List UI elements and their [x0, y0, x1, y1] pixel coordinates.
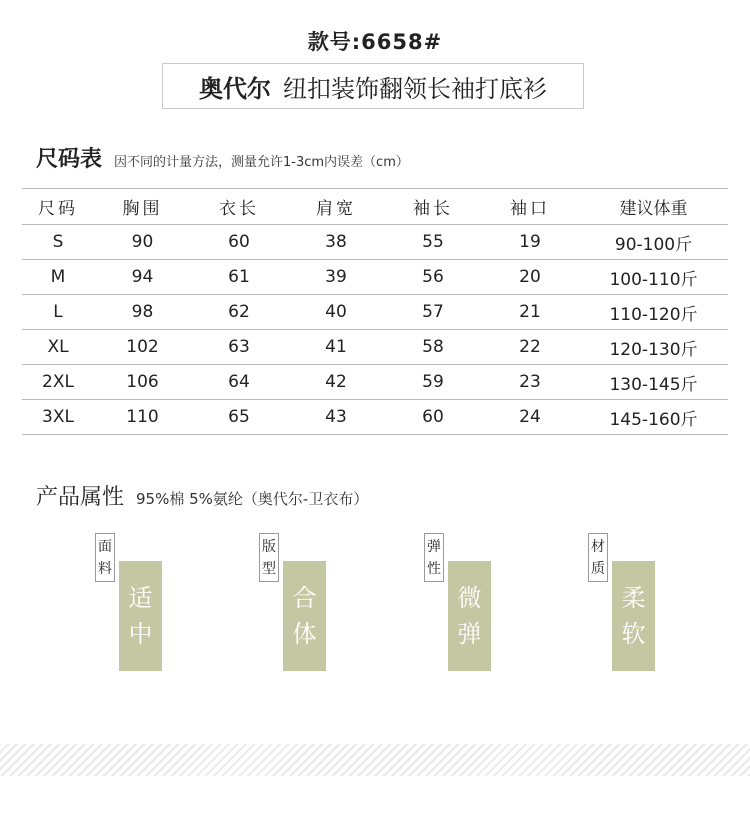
table-cell: 3XL — [22, 400, 94, 435]
column-header: 袖口 — [481, 189, 579, 225]
table-cell: 65 — [191, 400, 287, 435]
table-cell: 38 — [287, 225, 385, 260]
table-row — [22, 225, 728, 260]
table-cell: 110-120斤 — [579, 295, 728, 330]
table-cell: 40 — [287, 295, 385, 330]
attribute-label-char: 型 — [262, 560, 276, 577]
table-row — [22, 330, 728, 365]
size-chart-heading: 尺码表 — [36, 147, 103, 172]
table-cell: 60 — [385, 400, 481, 435]
table-cell: 120-130斤 — [579, 330, 728, 365]
table-cell: 22 — [481, 330, 579, 365]
product-title-box — [162, 63, 584, 109]
attribute-elasticity — [424, 533, 514, 673]
table-cell: 23 — [481, 365, 579, 400]
table-cell: L — [22, 295, 94, 330]
table-cell: 94 — [94, 260, 191, 295]
table-cell: 98 — [94, 295, 191, 330]
attribute-value-char: 适 — [128, 584, 153, 612]
attribute-value — [119, 561, 162, 671]
size-chart-heading-row — [36, 142, 409, 173]
attribute-material — [588, 533, 678, 673]
table-cell: 130-145斤 — [579, 365, 728, 400]
attribute-value-char: 软 — [621, 620, 646, 648]
table-row — [22, 295, 728, 330]
table-cell: M — [22, 260, 94, 295]
table-cell: 43 — [287, 400, 385, 435]
table-cell: 19 — [481, 225, 579, 260]
attribute-label-char: 弹 — [427, 538, 441, 555]
attribute-value-char: 中 — [128, 620, 153, 648]
attribute-value-char: 柔 — [621, 584, 646, 612]
model-number: 款号:6658# — [307, 30, 443, 54]
attribute-label — [95, 533, 115, 582]
table-cell: 60 — [191, 225, 287, 260]
attribute-label-char: 版 — [262, 538, 276, 555]
table-cell: 59 — [385, 365, 481, 400]
attribute-value-char: 合 — [292, 584, 317, 612]
table-cell: 110 — [94, 400, 191, 435]
attribute-label-char: 质 — [591, 560, 605, 577]
column-header: 袖长 — [385, 189, 481, 225]
table-cell: 55 — [385, 225, 481, 260]
table-row — [22, 365, 728, 400]
table-cell: 63 — [191, 330, 287, 365]
decorative-hatch-band — [0, 744, 750, 776]
attribute-fit — [259, 533, 349, 673]
table-cell: XL — [22, 330, 94, 365]
attributes-heading-row — [36, 480, 368, 511]
table-cell: 2XL — [22, 365, 94, 400]
table-cell: 42 — [287, 365, 385, 400]
table-cell: 20 — [481, 260, 579, 295]
attribute-value — [283, 561, 326, 671]
attribute-value — [612, 561, 655, 671]
table-cell: 90-100斤 — [579, 225, 728, 260]
table-cell: 100-110斤 — [579, 260, 728, 295]
attributes-note: 95%棉 5%氨纶（奥代尔-卫衣布） — [136, 490, 369, 508]
table-cell: 56 — [385, 260, 481, 295]
attribute-label-char: 性 — [427, 560, 441, 577]
table-cell: 90 — [94, 225, 191, 260]
table-cell: 21 — [481, 295, 579, 330]
size-table-header — [22, 189, 728, 225]
attribute-label — [259, 533, 279, 582]
column-header: 尺码 — [22, 189, 94, 225]
table-cell: 58 — [385, 330, 481, 365]
attribute-fabric — [95, 533, 185, 673]
product-name: 纽扣装饰翻领长袖打底衫 — [283, 74, 547, 103]
size-table — [22, 188, 728, 435]
attributes-heading: 产品属性 — [36, 485, 125, 510]
attribute-label — [588, 533, 608, 582]
table-cell: 61 — [191, 260, 287, 295]
column-header: 衣长 — [191, 189, 287, 225]
table-cell: S — [22, 225, 94, 260]
table-cell: 62 — [191, 295, 287, 330]
attribute-value-char: 弹 — [457, 620, 482, 648]
attribute-value-char: 体 — [292, 620, 317, 648]
attribute-value — [448, 561, 491, 671]
attribute-value-char: 微 — [457, 584, 482, 612]
table-cell: 106 — [94, 365, 191, 400]
table-cell: 64 — [191, 365, 287, 400]
table-row — [22, 400, 728, 435]
attribute-label-char: 面 — [98, 538, 112, 555]
size-chart-note: 因不同的计量方法，测量允许1-3cm内误差（cm） — [114, 155, 409, 170]
column-header: 建议体重 — [579, 189, 728, 225]
table-cell: 145-160斤 — [579, 400, 728, 435]
table-cell: 24 — [481, 400, 579, 435]
attribute-label-char: 料 — [98, 560, 112, 577]
column-header: 肩宽 — [287, 189, 385, 225]
table-row — [22, 260, 728, 295]
brand-name: 奥代尔 — [199, 74, 271, 103]
table-cell: 39 — [287, 260, 385, 295]
table-cell: 102 — [94, 330, 191, 365]
table-cell: 41 — [287, 330, 385, 365]
column-header: 胸围 — [94, 189, 191, 225]
attribute-label-char: 材 — [591, 538, 605, 555]
table-cell: 57 — [385, 295, 481, 330]
attribute-label — [424, 533, 444, 582]
